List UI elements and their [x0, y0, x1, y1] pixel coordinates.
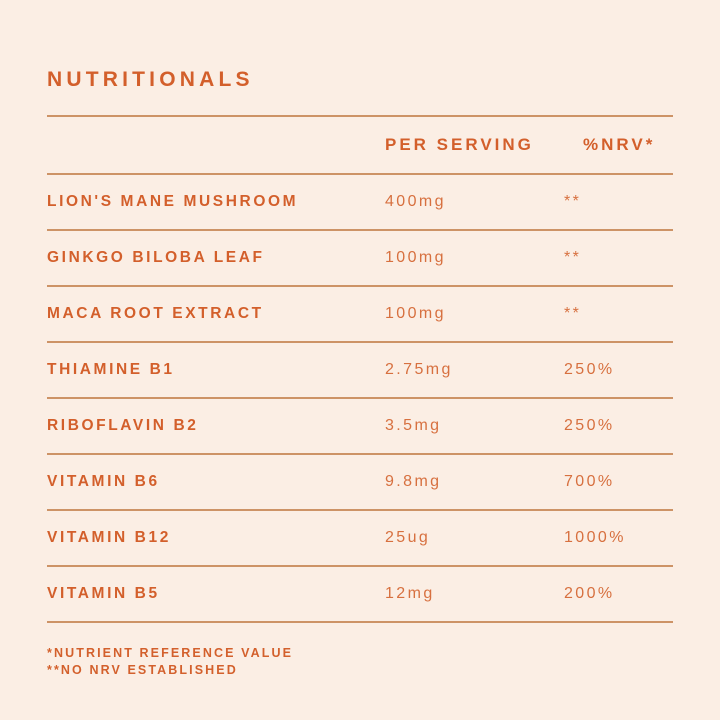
panel-title: NUTRITIONALS — [47, 68, 254, 91]
nutrient-name: RIBOFLAVIN B2 — [47, 417, 199, 434]
table-row — [47, 343, 673, 399]
table-row — [47, 287, 673, 343]
per-serving-value: 9.8mg — [385, 473, 442, 490]
nrv-value: ** — [564, 193, 582, 210]
table-row — [47, 175, 673, 231]
table-row — [47, 399, 673, 455]
nutrient-name: VITAMIN B12 — [47, 529, 171, 546]
per-serving-value: 2.75mg — [385, 361, 453, 378]
nrv-value: 250% — [564, 361, 615, 378]
per-serving-value: 3.5mg — [385, 417, 442, 434]
table-header-row — [47, 117, 673, 175]
nutrient-name: VITAMIN B5 — [47, 585, 160, 602]
nutrient-name: THIAMINE B1 — [47, 361, 175, 378]
nutrient-name: LION'S MANE MUSHROOM — [47, 193, 299, 210]
footnote-nrv-definition: *NUTRIENT REFERENCE VALUE — [47, 646, 294, 660]
footnote-no-nrv: **NO NRV ESTABLISHED — [47, 663, 238, 677]
nrv-value: 250% — [564, 417, 615, 434]
table-row — [47, 567, 673, 623]
nutrient-name: GINKGO BILOBA LEAF — [47, 249, 265, 266]
nrv-value: ** — [564, 305, 582, 322]
nutrient-name: VITAMIN B6 — [47, 473, 160, 490]
per-serving-value: 25ug — [385, 529, 431, 546]
nrv-value: 700% — [564, 473, 615, 490]
table-row — [47, 455, 673, 511]
header-nrv: %NRV* — [583, 135, 656, 154]
nrv-value: 1000% — [564, 529, 626, 546]
nrv-value: ** — [564, 249, 582, 266]
table-row — [47, 511, 673, 567]
per-serving-value: 100mg — [385, 305, 446, 322]
nutritionals-table — [47, 115, 673, 623]
per-serving-value: 100mg — [385, 249, 446, 266]
table-row — [47, 231, 673, 287]
nutrient-name: MACA ROOT EXTRACT — [47, 305, 264, 322]
per-serving-value: 400mg — [385, 193, 446, 210]
per-serving-value: 12mg — [385, 585, 435, 602]
nrv-value: 200% — [564, 585, 615, 602]
footnotes — [47, 645, 293, 679]
header-per-serving: PER SERVING — [385, 135, 534, 154]
